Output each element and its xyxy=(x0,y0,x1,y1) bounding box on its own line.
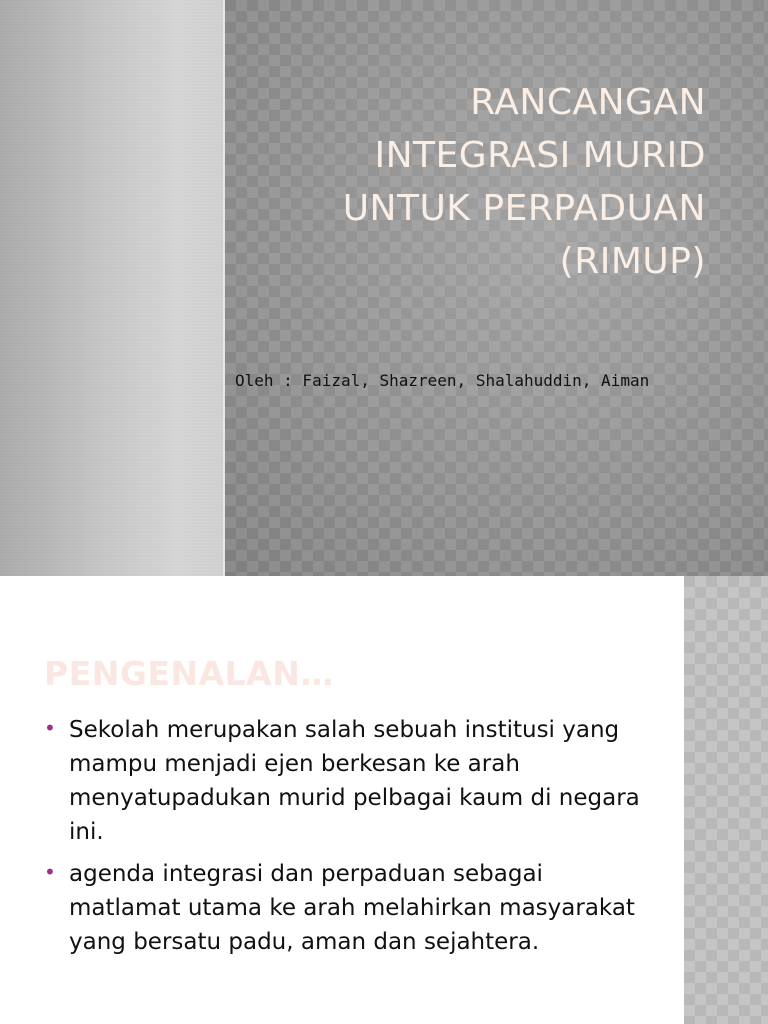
content-slide xyxy=(0,576,768,1024)
list-item xyxy=(44,713,644,849)
bullet-list xyxy=(44,713,644,967)
list-item-text: Sekolah merupakan salah sebuah institusi yang mampu menjadi ejen berkesan ke arah menyatupadukan murid pelbagai kaum di negara ini. xyxy=(69,717,640,845)
slide-title-line: RANCANGAN xyxy=(470,82,706,123)
bullet-icon: • xyxy=(44,860,56,884)
bullet-icon: • xyxy=(44,716,56,740)
slide-title-line: INTEGRASI MURID xyxy=(374,135,706,176)
section-heading: PENGENALAN… xyxy=(44,654,334,693)
slide-subtitle: Oleh : Faizal, Shazreen, Shalahuddin, Aiman xyxy=(235,371,650,390)
slide-title xyxy=(246,76,706,288)
title-slide-left-panel xyxy=(0,0,223,576)
slide-title-line: UNTUK PERPADUAN xyxy=(342,188,706,229)
slide-title-line: (RIMUP) xyxy=(559,241,706,282)
list-item-text: agenda integrasi dan perpaduan sebagai matlamat utama ke arah melahirkan masyarakat yang bersatu padu, aman dan sejahtera. xyxy=(69,861,635,955)
list-item xyxy=(44,857,644,959)
content-slide-side-pattern xyxy=(684,576,768,1024)
